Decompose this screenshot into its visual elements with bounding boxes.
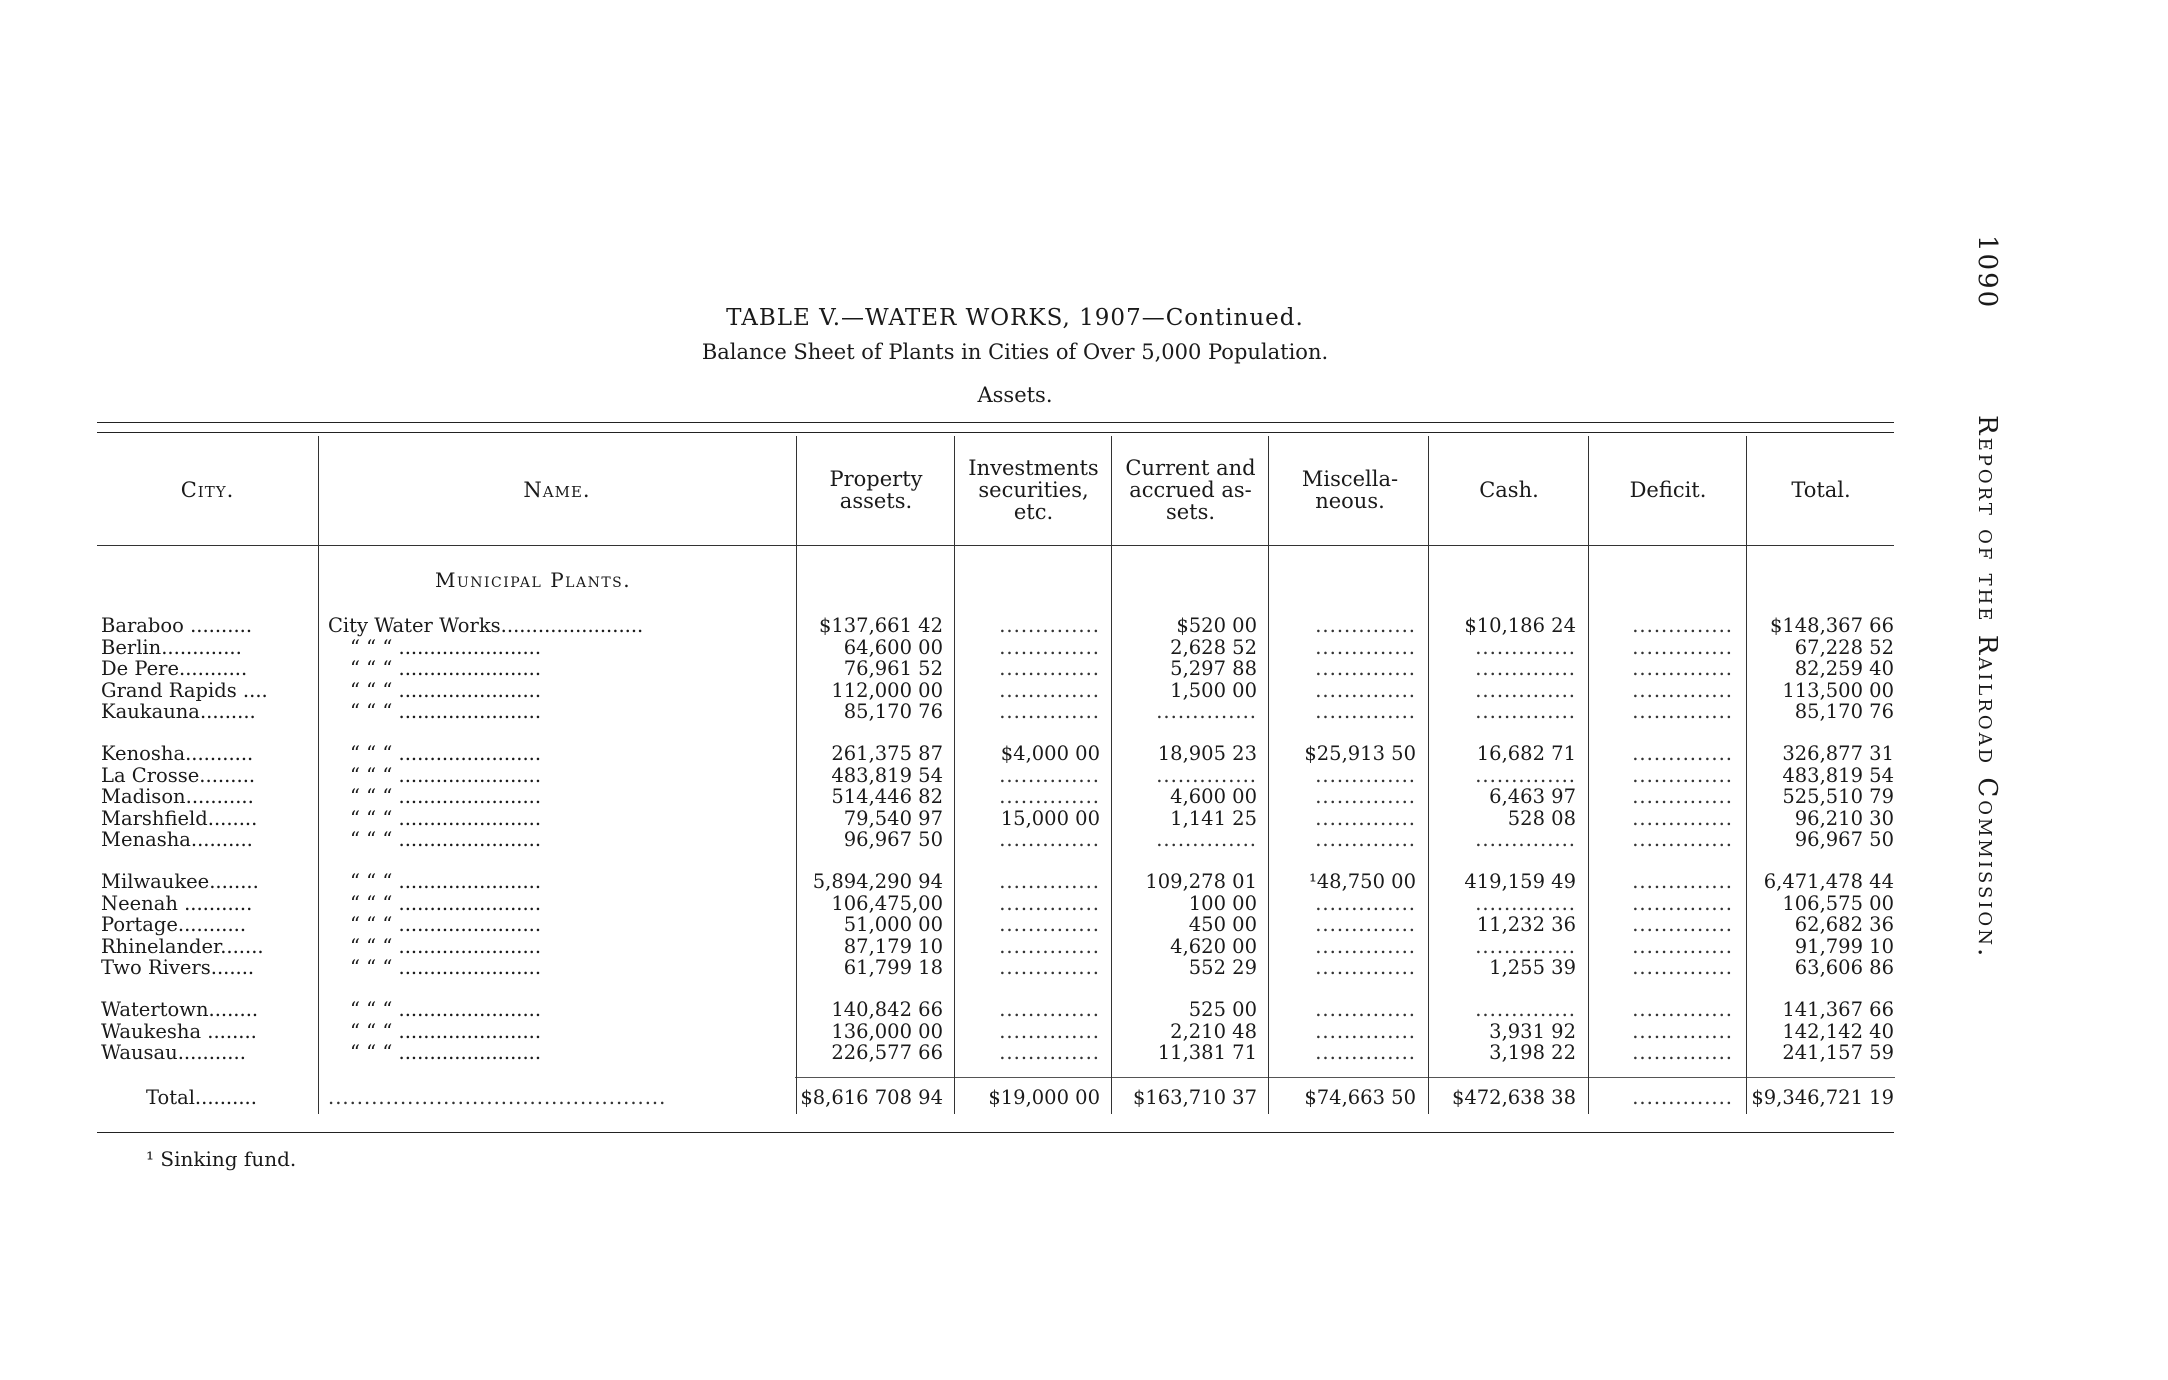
row-total-cell: 113,500 00 xyxy=(1782,679,1894,702)
property-assets-cell: 64,600 00 xyxy=(843,636,943,659)
table-row xyxy=(0,743,2168,765)
cash-cell: 419,159 49 xyxy=(1464,871,1576,893)
page-number: 1090 xyxy=(1972,235,2002,310)
cash-cell: 16,682 71 xyxy=(1476,743,1576,765)
total-separator-rule xyxy=(795,1077,1895,1078)
deficit-cell: .............. xyxy=(1632,892,1733,915)
row-total-cell: 85,170 76 xyxy=(1794,701,1894,724)
current-assets-cell: 11,381 71 xyxy=(1157,1042,1257,1065)
property-assets-cell: 85,170 76 xyxy=(843,701,943,724)
table-row xyxy=(0,957,2168,979)
city-name-cell: Neenah ........... xyxy=(101,892,253,915)
column-header-deficit: Deficit. xyxy=(1629,478,1707,502)
total-deficit: .............. xyxy=(1632,1087,1733,1109)
investments-cell: .............. xyxy=(999,871,1100,893)
row-total-cell: 82,259 40 xyxy=(1794,658,1894,681)
current-assets-cell: 525 00 xyxy=(1188,999,1257,1021)
property-assets-cell: 61,799 18 xyxy=(843,957,943,980)
investments-cell: .............. xyxy=(999,957,1100,980)
table-row xyxy=(0,658,2168,680)
row-total-cell: 483,819 54 xyxy=(1782,764,1894,787)
cash-cell: .............. xyxy=(1475,829,1576,852)
cash-cell: 11,232 36 xyxy=(1476,914,1576,937)
miscellaneous-cell: .............. xyxy=(1315,701,1416,724)
cash-cell: .............. xyxy=(1475,679,1576,702)
table-row xyxy=(0,914,2168,936)
column-header-city: City. xyxy=(180,478,235,502)
plant-name-cell: “ “ “ ....................... xyxy=(350,764,542,787)
table-row xyxy=(0,765,2168,787)
city-name-cell: Menasha.......... xyxy=(101,829,253,852)
total-row xyxy=(0,1087,2168,1109)
miscellaneous-cell: .............. xyxy=(1315,957,1416,980)
deficit-cell: .............. xyxy=(1632,636,1733,659)
total-current: $163,710 37 xyxy=(1132,1087,1257,1109)
plant-name-cell: “ “ “ ....................... xyxy=(350,807,542,830)
investments-cell: .............. xyxy=(999,1042,1100,1065)
current-assets-cell: 1,500 00 xyxy=(1170,679,1257,702)
cash-cell: .............. xyxy=(1475,935,1576,958)
city-name-cell: Milwaukee........ xyxy=(101,871,259,893)
header-bottom-rule xyxy=(97,545,1894,546)
cash-cell: .............. xyxy=(1475,999,1576,1021)
table-row xyxy=(0,1021,2168,1043)
property-assets-cell: $137,661 42 xyxy=(818,615,943,637)
current-assets-cell: 4,620 00 xyxy=(1170,935,1257,958)
city-name-cell: Watertown........ xyxy=(101,999,259,1021)
deficit-cell: .............. xyxy=(1632,658,1733,681)
property-assets-cell: 96,967 50 xyxy=(843,829,943,852)
cash-cell: 3,931 92 xyxy=(1489,1020,1576,1043)
city-name-cell: Kenosha........... xyxy=(101,743,254,765)
city-name-cell: Two Rivers....... xyxy=(101,957,255,980)
deficit-cell: .............. xyxy=(1632,1042,1733,1065)
plant-name-cell: “ “ “ ....................... xyxy=(350,679,542,702)
deficit-cell: .............. xyxy=(1632,679,1733,702)
deficit-cell: .............. xyxy=(1632,829,1733,852)
current-assets-cell: 100 00 xyxy=(1188,892,1257,915)
current-assets-cell: 18,905 23 xyxy=(1157,743,1257,765)
property-assets-cell: 5,894,290 94 xyxy=(812,871,943,893)
table-row xyxy=(0,680,2168,702)
investments-cell: .............. xyxy=(999,615,1100,637)
miscellaneous-cell: .............. xyxy=(1315,658,1416,681)
bottom-rule xyxy=(97,1132,1894,1133)
row-total-cell: 326,877 31 xyxy=(1782,743,1894,765)
row-total-cell: 141,367 66 xyxy=(1782,999,1894,1021)
table-row xyxy=(0,893,2168,915)
miscellaneous-cell: .............. xyxy=(1315,786,1416,809)
table-row xyxy=(0,936,2168,958)
table-title: TABLE V.—WATER WORKS, 1907—Continued. xyxy=(726,305,1304,331)
row-total-cell: 241,157 59 xyxy=(1782,1042,1894,1065)
row-total-cell: 106,575 00 xyxy=(1782,892,1894,915)
deficit-cell: .............. xyxy=(1632,871,1733,893)
total-miscellaneous: $74,663 50 xyxy=(1304,1087,1416,1109)
column-header-current: Current and accrued as- sets. xyxy=(1125,456,1256,524)
city-name-cell: Berlin............. xyxy=(101,636,242,659)
total-total: $9,346,721 19 xyxy=(1751,1087,1894,1109)
plant-name-cell: “ “ “ ....................... xyxy=(350,1042,542,1065)
investments-cell: .............. xyxy=(999,764,1100,787)
column-header-name: Name. xyxy=(523,478,591,502)
total-name-dots: ............................................... xyxy=(328,1087,667,1109)
column-header-miscellaneous: Miscella- neous. xyxy=(1301,467,1399,513)
column-header-investments: Investments securities, etc. xyxy=(968,456,1099,524)
miscellaneous-cell: ¹48,750 00 xyxy=(1308,871,1416,893)
running-title: Report of the Railroad Commission. xyxy=(1972,415,2002,960)
city-name-cell: Waukesha ........ xyxy=(101,1020,257,1043)
miscellaneous-cell: .............. xyxy=(1315,999,1416,1021)
property-assets-cell: 87,179 10 xyxy=(843,935,943,958)
cash-cell: .............. xyxy=(1475,892,1576,915)
table-subtitle: Balance Sheet of Plants in Cities of Over 5,000 Population. xyxy=(701,340,1329,364)
current-assets-cell: $520 00 xyxy=(1176,615,1257,637)
plant-name-cell: “ “ “ ....................... xyxy=(350,786,542,809)
city-name-cell: Grand Rapids .... xyxy=(101,679,268,702)
plant-name-cell: “ “ “ ....................... xyxy=(350,743,542,765)
property-assets-cell: 261,375 87 xyxy=(831,743,943,765)
current-assets-cell: 1,141 25 xyxy=(1170,807,1257,830)
city-name-cell: Portage........... xyxy=(101,914,247,937)
miscellaneous-cell: .............. xyxy=(1315,636,1416,659)
section-label: Assets. xyxy=(977,383,1053,407)
current-assets-cell: 2,628 52 xyxy=(1170,636,1257,659)
row-total-cell: $148,367 66 xyxy=(1769,615,1894,637)
group-heading: Municipal Plants. xyxy=(435,568,632,592)
deficit-cell: .............. xyxy=(1632,743,1733,765)
property-assets-cell: 136,000 00 xyxy=(831,1020,943,1043)
deficit-cell: .............. xyxy=(1632,935,1733,958)
table-row xyxy=(0,701,2168,723)
row-total-cell: 6,471,478 44 xyxy=(1763,871,1894,893)
current-assets-cell: 552 29 xyxy=(1188,957,1257,980)
miscellaneous-cell: .............. xyxy=(1315,1020,1416,1043)
city-name-cell: Kaukauna......... xyxy=(101,701,256,724)
investments-cell: .............. xyxy=(999,829,1100,852)
plant-name-cell: “ “ “ ....................... xyxy=(350,871,542,893)
table-row xyxy=(0,871,2168,893)
deficit-cell: .............. xyxy=(1632,701,1733,724)
table-row xyxy=(0,829,2168,851)
row-total-cell: 91,799 10 xyxy=(1794,935,1894,958)
city-name-cell: Madison........... xyxy=(101,786,254,809)
plant-name-cell: “ “ “ ....................... xyxy=(350,701,542,724)
current-assets-cell: 2,210 48 xyxy=(1170,1020,1257,1043)
deficit-cell: .............. xyxy=(1632,914,1733,937)
cash-cell: 1,255 39 xyxy=(1489,957,1576,980)
investments-cell: $4,000 00 xyxy=(1000,743,1100,765)
current-assets-cell: 109,278 01 xyxy=(1145,871,1257,893)
deficit-cell: .............. xyxy=(1632,807,1733,830)
investments-cell: .............. xyxy=(999,658,1100,681)
table-row xyxy=(0,1042,2168,1064)
deficit-cell: .............. xyxy=(1632,615,1733,637)
current-assets-cell: .............. xyxy=(1156,701,1257,724)
footnote: ¹ Sinking fund. xyxy=(146,1147,297,1171)
city-name-cell: Baraboo .......... xyxy=(101,615,253,637)
row-total-cell: 96,210 30 xyxy=(1794,807,1894,830)
property-assets-cell: 79,540 97 xyxy=(843,807,943,830)
top-rule-inner xyxy=(97,432,1894,433)
miscellaneous-cell: .............. xyxy=(1315,1042,1416,1065)
top-rule xyxy=(97,422,1894,423)
cash-cell: .............. xyxy=(1475,701,1576,724)
table-row xyxy=(0,999,2168,1021)
cash-cell: .............. xyxy=(1475,658,1576,681)
total-investments: $19,000 00 xyxy=(988,1087,1100,1109)
row-total-cell: 63,606 86 xyxy=(1794,957,1894,980)
investments-cell: .............. xyxy=(999,935,1100,958)
cash-cell: .............. xyxy=(1475,636,1576,659)
plant-name-cell: City Water Works....................... xyxy=(328,615,644,637)
miscellaneous-cell: .............. xyxy=(1315,935,1416,958)
miscellaneous-cell: .............. xyxy=(1315,615,1416,637)
current-assets-cell: .............. xyxy=(1156,829,1257,852)
total-property: $8,616 708 94 xyxy=(800,1087,943,1109)
investments-cell: .............. xyxy=(999,636,1100,659)
property-assets-cell: 112,000 00 xyxy=(831,679,943,702)
row-total-cell: 525,510 79 xyxy=(1782,786,1894,809)
city-name-cell: Marshfield........ xyxy=(101,807,258,830)
current-assets-cell: .............. xyxy=(1156,764,1257,787)
property-assets-cell: 483,819 54 xyxy=(831,764,943,787)
column-header-property: Property assets. xyxy=(829,467,923,513)
row-total-cell: 142,142 40 xyxy=(1782,1020,1894,1043)
miscellaneous-cell: .............. xyxy=(1315,764,1416,787)
property-assets-cell: 51,000 00 xyxy=(843,914,943,937)
plant-name-cell: “ “ “ ....................... xyxy=(350,636,542,659)
column-header-cash: Cash. xyxy=(1479,478,1539,502)
column-header-total: Total. xyxy=(1791,478,1851,502)
cash-cell: 528 08 xyxy=(1507,807,1576,830)
plant-name-cell: “ “ “ ....................... xyxy=(350,935,542,958)
total-label: Total.......... xyxy=(146,1087,257,1109)
table-row xyxy=(0,786,2168,808)
property-assets-cell: 514,446 82 xyxy=(831,786,943,809)
city-name-cell: Wausau........... xyxy=(101,1042,246,1065)
city-name-cell: Rhinelander....... xyxy=(101,935,264,958)
investments-cell: .............. xyxy=(999,786,1100,809)
cash-cell: .............. xyxy=(1475,764,1576,787)
plant-name-cell: “ “ “ ....................... xyxy=(350,829,542,852)
cash-cell: $10,186 24 xyxy=(1464,615,1576,637)
investments-cell: .............. xyxy=(999,999,1100,1021)
miscellaneous-cell: .............. xyxy=(1315,829,1416,852)
total-cash: $472,638 38 xyxy=(1451,1087,1576,1109)
deficit-cell: .............. xyxy=(1632,786,1733,809)
plant-name-cell: “ “ “ ....................... xyxy=(350,957,542,980)
table-row xyxy=(0,637,2168,659)
plant-name-cell: “ “ “ ....................... xyxy=(350,999,542,1021)
current-assets-cell: 450 00 xyxy=(1188,914,1257,937)
plant-name-cell: “ “ “ ....................... xyxy=(350,892,542,915)
miscellaneous-cell: .............. xyxy=(1315,914,1416,937)
property-assets-cell: 226,577 66 xyxy=(831,1042,943,1065)
plant-name-cell: “ “ “ ....................... xyxy=(350,1020,542,1043)
city-name-cell: La Crosse......... xyxy=(101,764,256,787)
investments-cell: .............. xyxy=(999,892,1100,915)
miscellaneous-cell: .............. xyxy=(1315,892,1416,915)
miscellaneous-cell: $25,913 50 xyxy=(1304,743,1416,765)
investments-cell: .............. xyxy=(999,701,1100,724)
investments-cell: 15,000 00 xyxy=(1000,807,1100,830)
row-total-cell: 67,228 52 xyxy=(1794,636,1894,659)
cash-cell: 6,463 97 xyxy=(1489,786,1576,809)
property-assets-cell: 106,475,00 xyxy=(831,892,943,915)
table-row xyxy=(0,808,2168,830)
deficit-cell: .............. xyxy=(1632,957,1733,980)
miscellaneous-cell: .............. xyxy=(1315,807,1416,830)
deficit-cell: .............. xyxy=(1632,999,1733,1021)
row-total-cell: 62,682 36 xyxy=(1794,914,1894,937)
row-total-cell: 96,967 50 xyxy=(1794,829,1894,852)
investments-cell: .............. xyxy=(999,679,1100,702)
property-assets-cell: 76,961 52 xyxy=(843,658,943,681)
investments-cell: .............. xyxy=(999,1020,1100,1043)
city-name-cell: De Pere........... xyxy=(101,658,248,681)
plant-name-cell: “ “ “ ....................... xyxy=(350,658,542,681)
current-assets-cell: 5,297 88 xyxy=(1170,658,1257,681)
deficit-cell: .............. xyxy=(1632,1020,1733,1043)
current-assets-cell: 4,600 00 xyxy=(1170,786,1257,809)
table-row xyxy=(0,615,2168,637)
property-assets-cell: 140,842 66 xyxy=(831,999,943,1021)
deficit-cell: .............. xyxy=(1632,764,1733,787)
cash-cell: 3,198 22 xyxy=(1489,1042,1576,1065)
miscellaneous-cell: .............. xyxy=(1315,679,1416,702)
plant-name-cell: “ “ “ ....................... xyxy=(350,914,542,937)
investments-cell: .............. xyxy=(999,914,1100,937)
